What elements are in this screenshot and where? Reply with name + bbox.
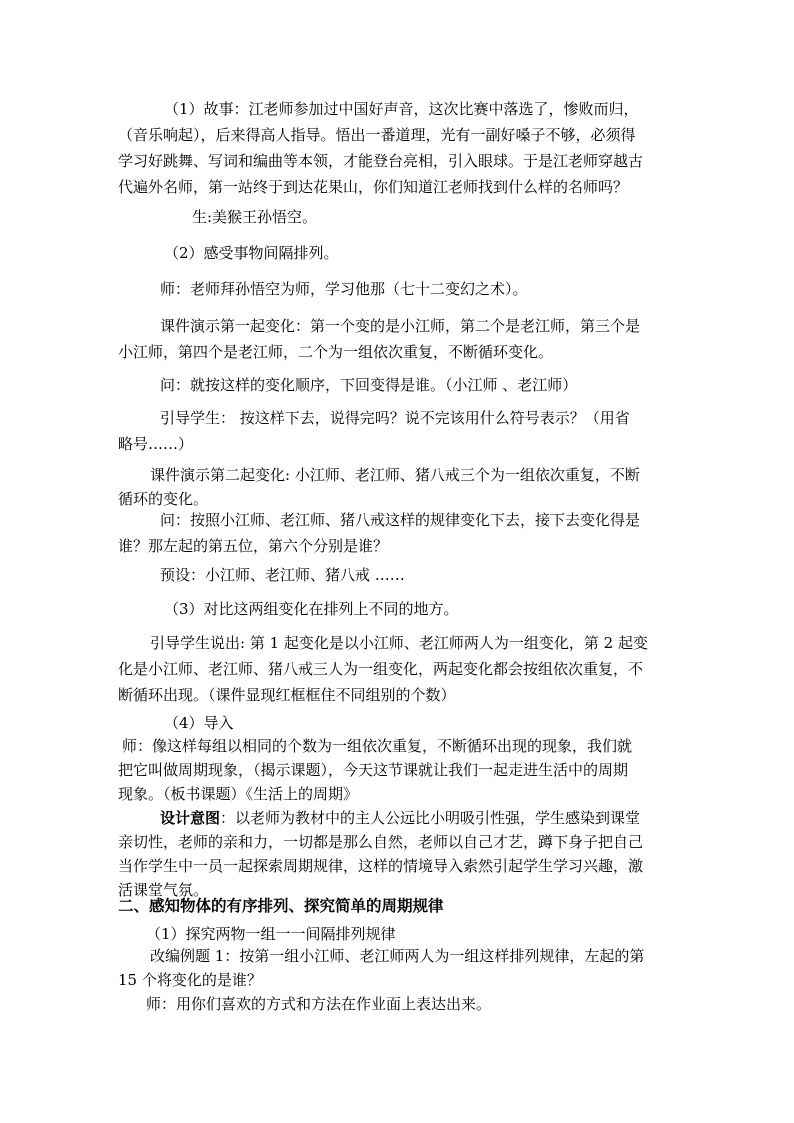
- text-line: 课件演示第一起变化：第一个变的是小江师，第二个是老江师，第三个是: [160, 317, 641, 335]
- paragraph-compare: [118, 596, 678, 622]
- text-line: （4）导入: [164, 714, 234, 732]
- text-line: 生:美猴王孙悟空。: [192, 208, 318, 226]
- text-line: 谁？那左起的第五位，第六个分别是谁？: [118, 537, 389, 555]
- paragraph-question-2: [118, 507, 678, 559]
- paragraph-teacher-2: [118, 734, 678, 806]
- text-line: 改编例题 1：按第一组小江师、老江师两人为一组这样排列规律，左起的第: [150, 947, 645, 965]
- text-line: 问：就按这样的变化顺序，下回变得是谁。（小江师 、老江师）: [160, 376, 578, 394]
- paragraph-preset: [118, 562, 678, 588]
- text-line: 现象。（板书课题）《生活上的周期》: [118, 785, 359, 803]
- paragraph-student-answer: [118, 204, 678, 230]
- text-line: （2）感受事物间隔排列。: [164, 244, 339, 262]
- text-line: 活课堂气氛。: [118, 881, 209, 899]
- text-line: 师：用你们喜欢的方式和方法在作业面上表达出来。: [146, 995, 492, 1013]
- text-line: 学习好跳舞、写词和编曲等本领，才能登台亮相，引入眼球。于是江老师穿越古: [118, 152, 644, 170]
- text-line: 师：像这样每组以相同的个数为一组依次重复，不断循环出现的现象，我们就: [122, 737, 633, 755]
- text-line: 课件演示第二起变化: 小江师、老江师、猪八戒三个为一组依次重复，不断: [150, 466, 640, 484]
- text-line: 断循环出现。（课件显现红框框住不同组别的个数）: [118, 686, 456, 704]
- text-line: （1）故事：江老师参加过中国好声音，这次比赛中落选了，惨败而归，: [164, 100, 639, 118]
- text-line: 略号……）: [118, 435, 194, 453]
- text-line: 师：老师拜孙悟空为师，学习他那（七十二变幻之术）。: [160, 280, 528, 298]
- paragraph-demo-1: [118, 313, 678, 365]
- text-line: （3）对比这两组变化在排列上不同的地方。: [164, 600, 459, 618]
- text-line: 亲切性，老师的亲和力，一切都是那么自然，老师以自己才艺，蹲下身子把自己: [118, 833, 644, 851]
- text-line: 当作学生中一员一起探索周期规律，这样的情境导入索然引起学生学习兴趣，激: [118, 857, 644, 875]
- text-line: 引导学生： 按这样下去，说得完吗？说不完该用什么符号表示？（用省: [160, 409, 630, 427]
- text-line: 二、感知物体的有序排列、探究简单的周期规律: [118, 896, 444, 915]
- paragraph-question-1: [118, 372, 678, 398]
- paragraph-intro: [118, 710, 678, 736]
- text-line: 代遍外名师，第一站终于到达花果山，你们知道江老师找到什么样的名师吗？: [118, 178, 629, 196]
- design-intent-label: 设计意图: [160, 809, 221, 827]
- text-line: （1）探究两物一组一一间隔排列规律: [146, 925, 396, 943]
- section-heading: [118, 893, 678, 919]
- text-line: （音乐响起），后来得高人指导。悟出一番道理，光有一副好嗓子不够，必须得: [118, 126, 636, 144]
- text-line: 化是小江师、老江师、猪八戒三人为一组变化，两起变化都会按组依次重复，不: [118, 660, 644, 678]
- text-line: 循环的变化。: [118, 490, 209, 508]
- paragraph-teacher-1: [118, 276, 678, 302]
- text-line: 小江师，第四个是老江师，二个为一组依次重复，不断循环变化。: [118, 343, 554, 361]
- paragraph-example-1: [118, 944, 678, 992]
- paragraph-story: [118, 96, 678, 200]
- text-line: 预设：小江师、老江师、猪八戒 ……: [160, 566, 405, 584]
- text-line: 把它叫做周期现象，（揭示课题），今天这节课就让我们一起走进生活中的周期: [118, 761, 629, 779]
- paragraph-demo-2: [118, 463, 678, 511]
- paragraph-guide-1: [118, 405, 678, 457]
- text-line: 引导学生说出: 第 1 起变化是以小江师、老江师两人为一组变化，第 2 起变: [150, 634, 648, 652]
- paragraph-feel-interval: [118, 240, 678, 266]
- text-line: 问：按照小江师、老江师、猪八戒这样的规律变化下去，接下去变化得是: [160, 511, 641, 529]
- paragraph-design-intent: [118, 806, 678, 902]
- paragraph-teacher-3: [118, 992, 678, 1016]
- text-line: [118, 806, 678, 830]
- text-line: 15 个将变化的是谁？: [118, 971, 262, 989]
- design-intent-text: ：以老师为教材中的主人公远比小明吸引性强，学生感染到课堂: [220, 809, 641, 827]
- paragraph-guide-2: [118, 630, 678, 708]
